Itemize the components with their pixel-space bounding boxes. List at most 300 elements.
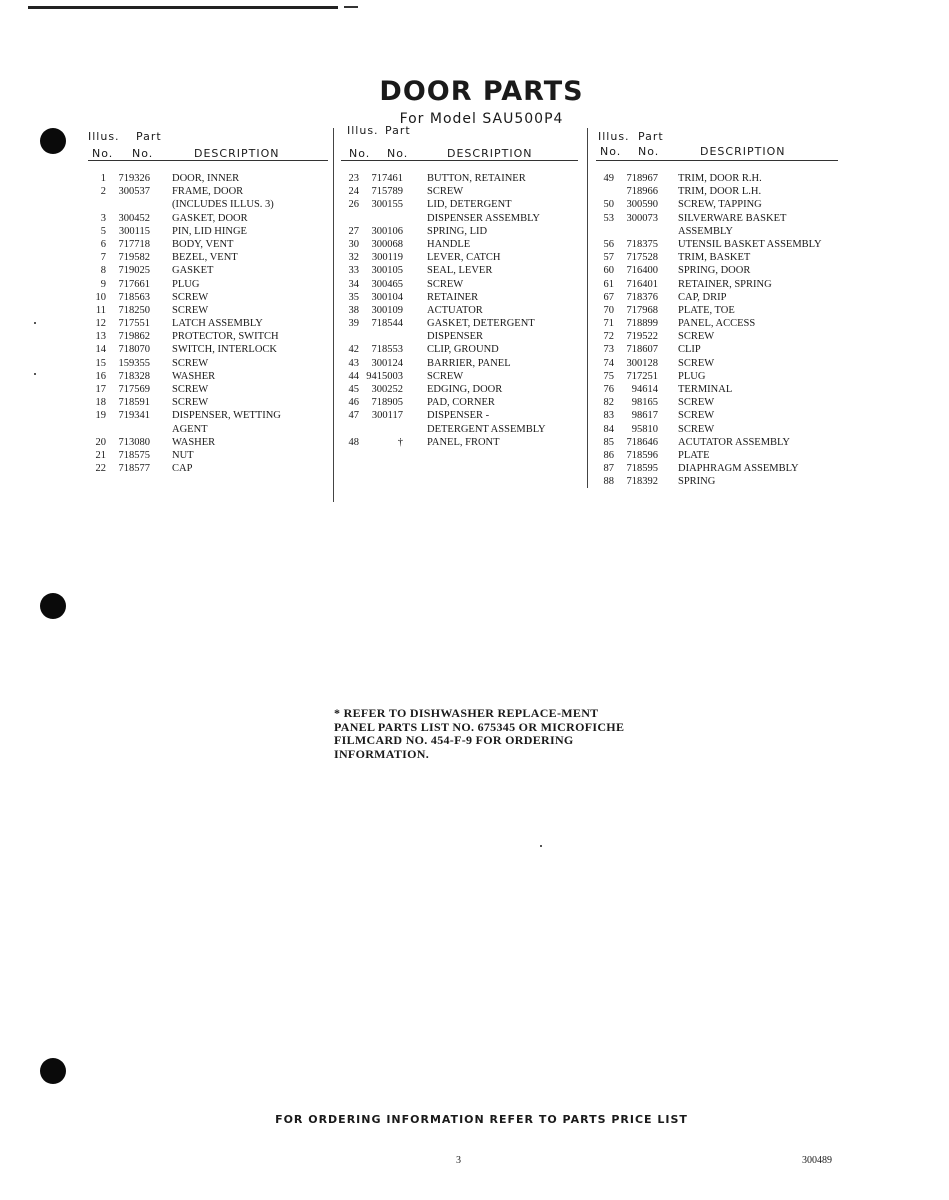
part-description: LID, DETERGENT [427, 199, 512, 211]
part-row [596, 343, 838, 356]
part-number: 300452 [118, 212, 150, 224]
part-row [596, 462, 838, 475]
part-number: 717461 [371, 173, 403, 184]
part-row [341, 225, 578, 238]
illus-number: 6 [100, 238, 106, 250]
part-row [341, 370, 578, 383]
illus-number: 88 [603, 476, 614, 488]
part-row [596, 330, 838, 343]
part-number: 159355 [118, 357, 150, 369]
part-number: 718591 [118, 397, 150, 409]
part-row [88, 172, 328, 185]
parts-rows [341, 172, 578, 449]
part-number: 300117 [371, 410, 403, 422]
part-row [341, 278, 578, 291]
part-description: SPRING [678, 476, 716, 488]
illus-number: 8 [100, 265, 106, 277]
part-row [596, 436, 838, 449]
part-description: SCREW [678, 397, 715, 409]
part-number: 98165 [631, 397, 658, 409]
part-row [341, 343, 578, 356]
part-row [596, 304, 838, 317]
part-description: AGENT [172, 423, 208, 435]
part-number: 300124 [371, 357, 403, 369]
parts-column-2 [341, 124, 578, 449]
description-header: DESCRIPTION [700, 145, 786, 158]
part-row [596, 409, 838, 422]
part-number: 719582 [118, 252, 150, 264]
illus-number: 21 [95, 449, 106, 461]
part-description: SEAL, LEVER [427, 265, 493, 277]
page-title: DOOR PARTS [379, 76, 584, 107]
illus-number: 23 [348, 173, 359, 184]
part-number: 718544 [371, 318, 403, 330]
part-number: 719326 [118, 173, 150, 184]
illus-number: 7 [100, 252, 106, 264]
part-description: CAP, DRIP [678, 291, 727, 303]
illus-number: 10 [95, 291, 106, 303]
part-description: RETAINER [427, 291, 479, 303]
part-description: GASKET [172, 265, 214, 277]
part-row [596, 449, 838, 462]
part-description: BEZEL, VENT [172, 252, 238, 264]
part-row [596, 423, 838, 436]
part-description: SCREW [172, 291, 209, 303]
illus-header: Illus. [347, 124, 379, 137]
part-description: PLATE, TOE [678, 304, 735, 316]
part-row [341, 291, 578, 304]
part-number: 718375 [626, 238, 658, 250]
part-number: 94614 [631, 384, 658, 395]
part-no-header: No. [132, 147, 154, 160]
part-row [596, 172, 838, 185]
no-header: No. [600, 145, 622, 158]
part-description: WASHER [172, 370, 216, 382]
illus-number: 87 [603, 463, 614, 475]
part-description: SCREW [427, 278, 464, 290]
part-description: DETERGENT ASSEMBLY [427, 423, 546, 435]
part-description: EDGING, DOOR [427, 384, 503, 395]
part-row [341, 383, 578, 396]
part-description: SCREW [427, 186, 464, 198]
illus-number: 22 [95, 463, 106, 475]
illus-number: 73 [603, 344, 614, 356]
part-row [88, 383, 328, 396]
illus-number: 46 [348, 397, 359, 409]
part-row [341, 251, 578, 264]
part-row [88, 238, 328, 251]
illus-number: 12 [95, 318, 106, 330]
part-description: SCREW [678, 410, 715, 422]
part-description: BUTTON, RETAINER [427, 173, 526, 184]
part-number: 300465 [371, 278, 403, 290]
part-description: CAP [172, 463, 193, 475]
part-number: 713080 [118, 436, 150, 448]
part-description: SCREW [678, 331, 715, 343]
illus-number: 33 [348, 265, 359, 277]
part-number: 300104 [371, 291, 403, 303]
part-number: 717968 [626, 304, 658, 316]
part-description: TRIM, DOOR L.H. [678, 186, 762, 198]
part-number: 719025 [118, 265, 150, 277]
part-number: 718646 [626, 436, 658, 448]
part-number: 300128 [626, 357, 658, 369]
part-no-header: No. [638, 145, 660, 158]
illus-number: 74 [603, 357, 614, 369]
illus-number: 60 [603, 265, 614, 277]
part-row [88, 370, 328, 383]
parts-column-1 [88, 124, 328, 475]
column-header [88, 124, 328, 162]
column-header [596, 124, 838, 162]
part-number: 717251 [626, 370, 658, 382]
illus-number: 19 [95, 410, 106, 422]
part-number: 716400 [626, 265, 658, 277]
column-divider [587, 128, 588, 488]
part-row [88, 291, 328, 304]
part-number: 98617 [631, 410, 658, 422]
part-description: ACTUATOR [427, 304, 483, 316]
part-header: Part [385, 124, 411, 137]
part-number: 718563 [118, 291, 150, 303]
part-number: 300115 [118, 225, 150, 237]
part-description: PANEL, ACCESS [678, 318, 756, 330]
part-number: 300252 [371, 384, 403, 395]
part-number: 718596 [626, 449, 658, 461]
illus-number: 67 [603, 291, 614, 303]
part-row [341, 423, 578, 436]
part-description: ACUTATOR ASSEMBLY [678, 436, 790, 448]
part-description: FRAME, DOOR [172, 186, 244, 198]
part-row [596, 198, 838, 211]
description-header: DESCRIPTION [447, 147, 533, 160]
part-number: 300073 [626, 212, 658, 224]
part-number: 718967 [626, 173, 658, 184]
part-number: 718575 [118, 449, 150, 461]
illus-header: Illus. [88, 130, 120, 143]
illus-header: Illus. [598, 130, 630, 143]
part-row [88, 304, 328, 317]
part-row [341, 317, 578, 330]
part-row [88, 396, 328, 409]
illus-number: 17 [95, 384, 106, 395]
part-number: 717551 [118, 318, 150, 330]
illus-number: 11 [95, 304, 106, 316]
illus-number: 50 [603, 199, 614, 211]
part-number: 300105 [371, 265, 403, 277]
part-row [596, 264, 838, 277]
part-row [88, 436, 328, 449]
part-row [596, 225, 838, 238]
illus-number: 53 [603, 212, 614, 224]
part-row [341, 396, 578, 409]
part-row [596, 475, 838, 488]
part-row [88, 198, 328, 211]
part-number: 717661 [118, 278, 150, 290]
part-number: 300537 [118, 186, 150, 198]
part-description: BODY, VENT [172, 238, 234, 250]
part-description: DISPENSER, WETTING [172, 410, 281, 422]
top-dash [344, 6, 358, 8]
part-row [88, 330, 328, 343]
part-row [341, 436, 578, 449]
illus-number: 14 [95, 344, 106, 356]
part-number: † [397, 436, 403, 448]
part-row [341, 330, 578, 343]
part-number: 717528 [626, 252, 658, 264]
part-description: SCREW [172, 384, 209, 395]
parts-rows [88, 172, 328, 475]
illus-number: 27 [348, 225, 359, 237]
part-description: PAD, CORNER [427, 397, 495, 409]
part-description: SWITCH, INTERLOCK [172, 344, 277, 356]
part-description: GASKET, DOOR [172, 212, 248, 224]
illus-number: 44 [348, 370, 359, 382]
part-row [88, 225, 328, 238]
illus-number: 32 [348, 252, 359, 264]
illus-number: 43 [348, 357, 359, 369]
replacement-panel-note: * REFER TO DISHWASHER REPLACE-MENT PANEL PARTS LIST NO. 675345 OR MICROFICHE FILMCARD NO. 454-F-9 FOR ORDERING INFORMATION. [334, 706, 625, 761]
illus-number: 16 [95, 370, 106, 382]
part-description: SCREW [172, 357, 209, 369]
part-row [88, 449, 328, 462]
part-row [88, 264, 328, 277]
part-number: 718607 [626, 344, 658, 356]
part-description: UTENSIL BASKET ASSEMBLY [678, 238, 822, 250]
part-row [341, 238, 578, 251]
part-row [596, 317, 838, 330]
illus-number: 26 [348, 199, 359, 211]
scan-speck [34, 373, 36, 375]
part-number: 719341 [118, 410, 150, 422]
part-description: ASSEMBLY [678, 225, 733, 237]
part-number: 9415003 [366, 370, 403, 382]
part-description: DISPENSER ASSEMBLY [427, 212, 541, 224]
part-description: PIN, LID HINGE [172, 225, 247, 237]
part-number: 718070 [118, 344, 150, 356]
illus-number: 18 [95, 397, 106, 409]
illus-number: 2 [100, 186, 106, 198]
part-description: SCREW [172, 304, 209, 316]
illus-number: 57 [603, 252, 614, 264]
part-row [596, 357, 838, 370]
part-row [596, 185, 838, 198]
illus-number: 38 [348, 304, 359, 316]
part-number: 718577 [118, 463, 150, 475]
part-description: GASKET, DETERGENT [427, 318, 535, 330]
part-description: (INCLUDES ILLUS. 3) [172, 199, 274, 211]
part-description: LATCH ASSEMBLY [172, 318, 263, 330]
parts-column-3 [596, 124, 838, 489]
part-row [88, 185, 328, 198]
model-subtitle: For Model SAU500P4 [399, 111, 564, 127]
part-description: SPRING, DOOR [678, 265, 751, 277]
illus-number: 39 [348, 318, 359, 330]
part-number: 300106 [371, 225, 403, 237]
illus-number: 48 [348, 436, 359, 448]
part-description: NUT [172, 449, 194, 461]
illus-number: 85 [603, 436, 614, 448]
document-number: 300489 [802, 1155, 832, 1166]
page-number: 3 [456, 1155, 461, 1166]
column-divider [333, 128, 334, 502]
illus-number: 76 [603, 384, 614, 395]
part-description: SILVERWARE BASKET [678, 212, 787, 224]
header-rule [341, 160, 578, 161]
illus-number: 75 [603, 370, 614, 382]
illus-number: 34 [348, 278, 359, 290]
part-description: DISPENSER - [427, 410, 490, 422]
part-number: 718905 [371, 397, 403, 409]
part-row [341, 172, 578, 185]
part-number: 300119 [371, 252, 403, 264]
part-row [341, 198, 578, 211]
illus-number: 24 [348, 186, 359, 198]
part-description: SCREW, TAPPING [678, 199, 762, 211]
illus-number: 71 [603, 318, 614, 330]
illus-number: 72 [603, 331, 614, 343]
part-number: 719522 [626, 331, 658, 343]
binder-hole-middle [40, 593, 66, 619]
illus-number: 1 [100, 173, 106, 184]
part-row [596, 212, 838, 225]
part-description: HANDLE [427, 238, 471, 250]
column-header [341, 124, 578, 162]
part-row [341, 212, 578, 225]
part-row [596, 278, 838, 291]
illus-number: 84 [603, 423, 614, 435]
part-description: DISPENSER [427, 331, 484, 343]
part-description: RETAINER, SPRING [678, 278, 772, 290]
part-number: 300590 [626, 199, 658, 211]
part-number: 718899 [626, 318, 658, 330]
description-header: DESCRIPTION [194, 147, 280, 160]
scan-speck [540, 845, 542, 847]
part-row [596, 370, 838, 383]
part-description: WASHER [172, 436, 216, 448]
part-row [88, 409, 328, 422]
part-row [596, 251, 838, 264]
illus-number: 83 [603, 410, 614, 422]
header-rule [596, 160, 838, 161]
scan-speck [34, 322, 36, 324]
part-row [596, 238, 838, 251]
part-number: 718966 [626, 186, 658, 198]
part-number: 718392 [626, 476, 658, 488]
part-description: BARRIER, PANEL [427, 357, 511, 369]
part-row [88, 251, 328, 264]
ordering-footer: FOR ORDERING INFORMATION REFER TO PARTS PRICE LIST [275, 1113, 688, 1126]
illus-number: 86 [603, 449, 614, 461]
part-row [341, 357, 578, 370]
part-number: 719862 [118, 331, 150, 343]
illus-number: 82 [603, 397, 614, 409]
part-row [88, 423, 328, 436]
illus-number: 20 [95, 436, 106, 448]
binder-hole-top [40, 128, 66, 154]
part-row [88, 317, 328, 330]
illus-number: 15 [95, 357, 106, 369]
illus-number: 47 [348, 410, 359, 422]
illus-number: 49 [603, 173, 614, 184]
part-description: DOOR, INNER [172, 173, 240, 184]
part-row [596, 396, 838, 409]
part-header: Part [136, 130, 162, 143]
part-description: CLIP, GROUND [427, 344, 499, 356]
part-number: 300109 [371, 304, 403, 316]
part-number: 718328 [118, 370, 150, 382]
illus-number: 3 [100, 212, 106, 224]
part-description: PANEL, FRONT [427, 436, 500, 448]
part-no-header: No. [387, 147, 409, 160]
part-description: SPRING, LID [427, 225, 488, 237]
part-row [341, 264, 578, 277]
illus-number: 70 [603, 304, 614, 316]
illus-number: 9 [100, 278, 106, 290]
illus-number: 42 [348, 344, 359, 356]
part-header: Part [638, 130, 664, 143]
illus-number: 13 [95, 331, 106, 343]
part-description: SCREW [678, 423, 715, 435]
illus-number: 61 [603, 278, 614, 290]
part-description: TERMINAL [678, 384, 733, 395]
illus-number: 30 [348, 238, 359, 250]
part-row [341, 185, 578, 198]
part-number: 718595 [626, 463, 658, 475]
top-rule [28, 6, 338, 9]
part-description: PLUG [678, 370, 706, 382]
part-row [596, 383, 838, 396]
part-description: SCREW [678, 357, 715, 369]
part-row [88, 343, 328, 356]
part-number: 718250 [118, 304, 150, 316]
part-description: LEVER, CATCH [427, 252, 501, 264]
binder-hole-bottom [40, 1058, 66, 1084]
part-row [341, 304, 578, 317]
no-header: No. [92, 147, 114, 160]
part-description: PLUG [172, 278, 200, 290]
part-row [88, 462, 328, 475]
no-header: No. [349, 147, 371, 160]
illus-number: 56 [603, 238, 614, 250]
part-description: SCREW [427, 370, 464, 382]
part-description: CLIP [678, 344, 701, 356]
illus-number: 45 [348, 384, 359, 395]
part-description: TRIM, BASKET [678, 252, 751, 264]
part-number: 300068 [371, 238, 403, 250]
part-number: 718553 [371, 344, 403, 356]
part-number: 715789 [371, 186, 403, 198]
part-number: 718376 [626, 291, 658, 303]
part-row [596, 291, 838, 304]
part-row [88, 278, 328, 291]
part-description: SCREW [172, 397, 209, 409]
illus-number: 35 [348, 291, 359, 303]
part-row [88, 212, 328, 225]
part-description: PROTECTOR, SWITCH [172, 331, 279, 343]
header-rule [88, 160, 328, 161]
parts-rows [596, 172, 838, 489]
part-number: 300155 [371, 199, 403, 211]
part-number: 95810 [631, 423, 658, 435]
part-row [88, 357, 328, 370]
part-number: 717569 [118, 384, 150, 395]
part-row [341, 409, 578, 422]
illus-number: 5 [100, 225, 106, 237]
part-description: PLATE [678, 449, 710, 461]
part-number: 717718 [118, 238, 150, 250]
part-number: 716401 [626, 278, 658, 290]
